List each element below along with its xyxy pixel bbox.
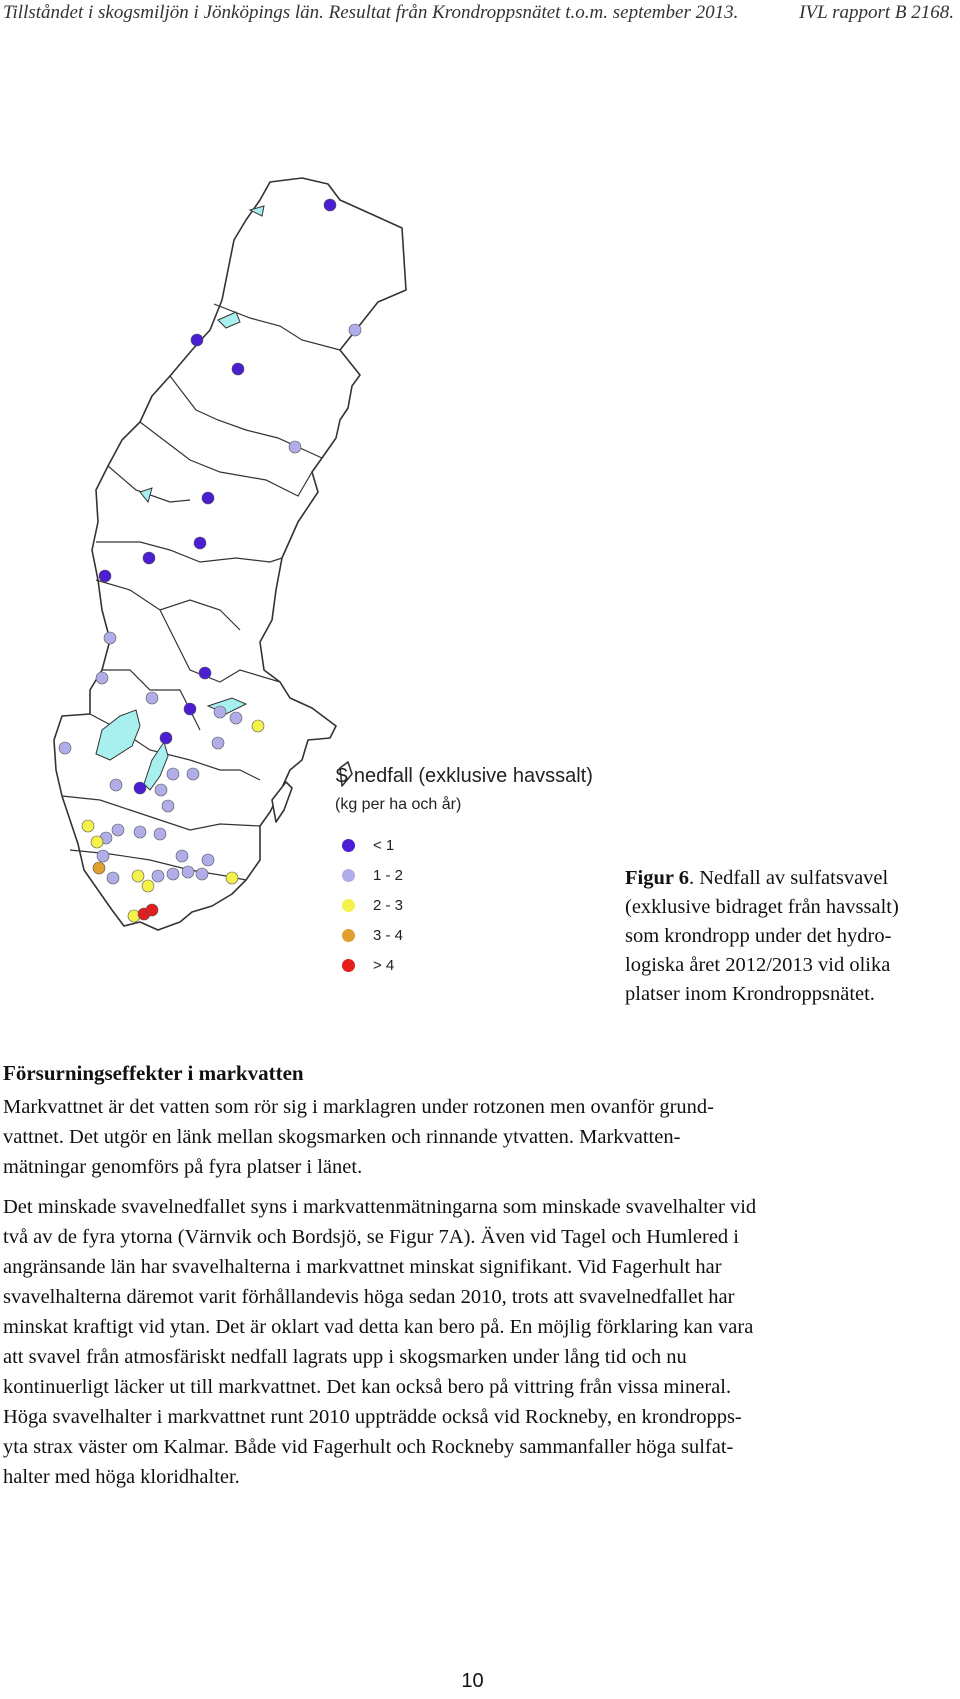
caption-line: platser inom Krondroppsnätet. — [625, 983, 875, 1005]
legend-title: S nedfall (exklusive havssalt) — [335, 765, 593, 787]
text-line: vattnet. Det utgör en länk mellan skogsmarken och rinnande ytvatten. Markvatten- — [3, 1126, 681, 1148]
sweden-outline — [54, 178, 406, 930]
text-line: att svavel från atmosfäriskt nedfall lagrats upp i skogsmarken under lång tid och nu — [3, 1346, 687, 1368]
legend-swatch — [342, 839, 355, 852]
text-line: Det minskade svavelnedfallet syns i markvattenmätningarna som minskade svavelhalter vid — [3, 1196, 757, 1218]
legend-swatch — [342, 869, 355, 882]
legend-label: < 1 — [373, 837, 395, 854]
legend-label: 2 - 3 — [373, 897, 404, 914]
text-line: kontinuerligt läcker ut till markvattnet. Det kan också bero på vittring från vissa mineral. — [3, 1376, 732, 1398]
text-line: halter med höga kloridhalter. — [3, 1466, 240, 1488]
caption-line: . Nedfall av sulfatsvavel — [688, 867, 889, 889]
legend-swatch — [342, 959, 355, 972]
page-number: 10 — [461, 1670, 484, 1692]
caption-line: logiska året 2012/2013 vid olika — [625, 954, 891, 976]
figure-caption — [625, 864, 960, 1009]
caption-label: Figur 6 — [625, 867, 689, 889]
sweden-sulfur-deposition-map — [40, 170, 610, 1010]
legend-swatch — [342, 929, 355, 942]
paragraph-2 — [3, 1192, 953, 1492]
text-line: Markvattnet är det vatten som rör sig i marklagren under rotzonen men ovanför grund- — [3, 1096, 715, 1118]
caption-line: som krondropp under det hydro- — [625, 925, 892, 947]
caption-line: (exklusive bidraget från havssalt) — [625, 896, 899, 918]
legend-unit: (kg per ha och år) — [335, 796, 462, 813]
running-header — [0, 0, 960, 30]
text-line: Höga svavelhalter i markvattnet runt 2010 uppträdde också vid Rockneby, en krondropps- — [3, 1406, 742, 1428]
map-legend — [335, 765, 605, 974]
legend-swatch — [342, 899, 355, 912]
header-title: Tillståndet i skogsmiljön i Jönköpings län. Resultat från Krondroppsnätet t.o.m. september 2013. — [3, 2, 739, 23]
legend-label: > 4 — [373, 957, 395, 974]
text-line: minskat kraftigt vid ytan. Det är oklart vad detta kan bero på. En möjlig förklaring kan vara — [3, 1316, 754, 1338]
text-line: svavelhalterna däremot varit förhållandevis höga sedan 2010, trots att svavelnedfallet har — [3, 1286, 735, 1308]
text-line: yta strax väster om Kalmar. Både vid Fagerhult och Rockneby sammanfaller höga sulfat- — [3, 1436, 734, 1458]
text-line: två av de fyra ytorna (Värnvik och Bordsjö, se Figur 7A). Även vid Tagel och Humlered i — [3, 1226, 739, 1248]
text-line: mätningar genomförs på fyra platser i länet. — [3, 1156, 363, 1178]
header-report-id: IVL rapport B 2168. — [799, 2, 954, 23]
section-heading: Försurningseffekter i markvatten — [3, 1061, 304, 1085]
text-line: angränsande län har svavelhalterna i markvattnet minskat signifikant. Vid Fagerhult har — [3, 1256, 722, 1278]
legend-label: 1 - 2 — [373, 867, 404, 884]
legend-label: 3 - 4 — [373, 927, 404, 944]
paragraph-1 — [3, 1092, 953, 1182]
